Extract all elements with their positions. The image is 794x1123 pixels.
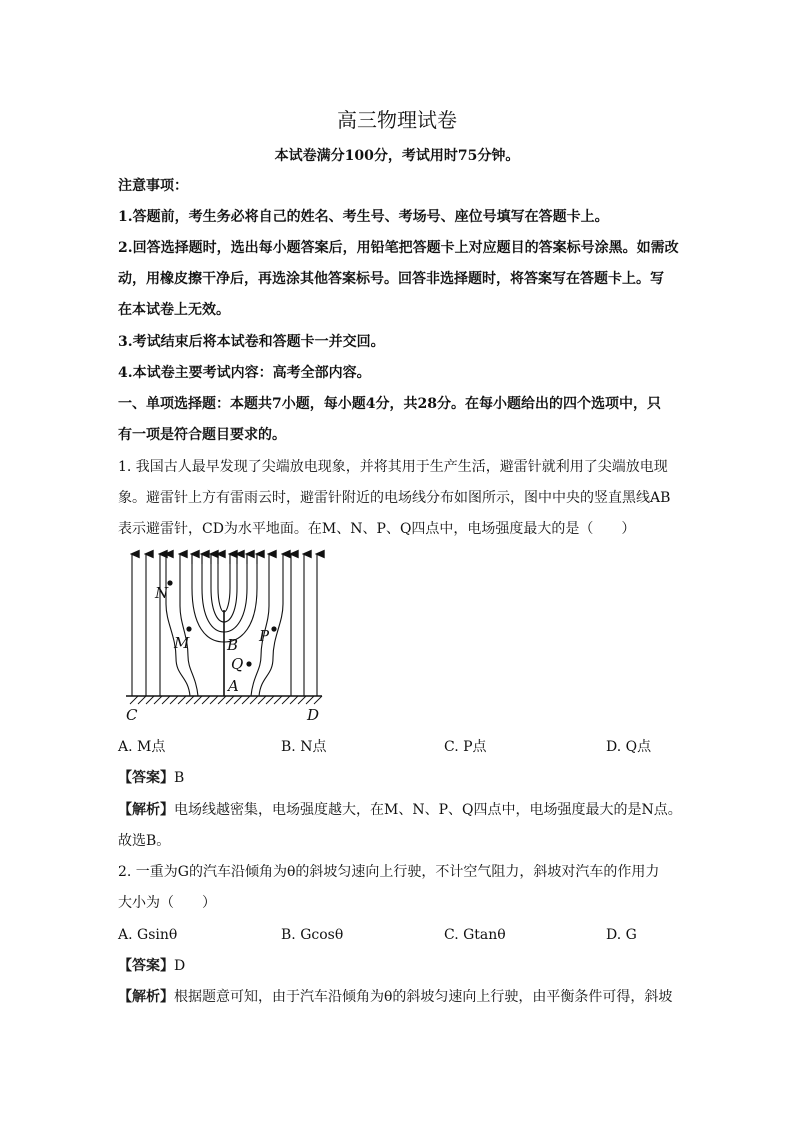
field-lines-figure (118, 548, 333, 726)
answer-line (118, 768, 184, 788)
option-a: A. Gsinθ (118, 927, 178, 943)
point-n (167, 580, 172, 585)
option-d: D. Q点 (606, 739, 652, 755)
analysis-tag: 【解析】 (118, 989, 174, 1005)
analysis-text: 电场线越密集，电场强度越大，在M、N、P、Q四点中，电场强度最大的是N点。 (174, 802, 682, 818)
option-c: C. Gtanθ (444, 927, 506, 943)
label-c: C (126, 706, 138, 724)
analysis-tag: 【解析】 (118, 802, 174, 818)
notice-item: 4.本试卷主要考试内容：高考全部内容。 (118, 365, 371, 381)
label-a: A (228, 677, 239, 695)
answer-value: D (174, 958, 186, 974)
option-b: B. Gcosθ (281, 927, 344, 943)
option-a: A. M点 (118, 739, 166, 755)
notice-item: 在本试卷上无效。 (118, 302, 230, 318)
notice-item: 2.回答选择题时，选出每小题答案后，用铅笔把答题卡上对应题目的答案标号涂黑。如需改 (118, 240, 679, 256)
point-m (186, 626, 191, 631)
analysis-text: 根据题意可知，由于汽车沿倾角为θ的斜坡匀速向上行驶，由平衡条件可得，斜坡 (174, 989, 673, 1005)
point-p (271, 626, 276, 631)
notice-item: 动，用橡皮擦干净后，再选涂其他答案标号。回答非选择题时，将答案写在答题卡上。写 (118, 271, 664, 287)
label-n: N (155, 584, 169, 602)
section-heading: 有一项是符合题目要求的。 (118, 427, 286, 443)
point-q (246, 661, 251, 666)
answer-tag: 【答案】 (118, 958, 174, 974)
question-1-text: 表示避雷针，CD为水平地面。在M、N、P、Q四点中，电场强度最大的是（ ） (118, 521, 636, 537)
analysis-text: 故选B。 (118, 833, 171, 849)
option-c: C. P点 (444, 739, 487, 755)
label-p: P (259, 627, 270, 645)
answer-value: B (174, 770, 185, 786)
label-m: M (174, 634, 190, 652)
label-q: Q (231, 655, 244, 673)
exam-subtitle: 本试卷满分100分，考试用时75分钟。 (274, 148, 520, 164)
question-2-options (118, 925, 678, 945)
answer-line (118, 956, 185, 976)
analysis-line (118, 800, 682, 820)
question-1-text: 象。避雷针上方有雷雨云时，避雷针附近的电场线分布如图所示，图中中央的竖直黑线AB (118, 490, 671, 506)
label-b: B (227, 636, 239, 654)
section-heading: 一、单项选择题：本题共7小题，每小题4分，共28分。在每小题给出的四个选项中，只 (118, 396, 661, 412)
question-1-text: 1. 我国古人最早发现了尖端放电现象，并将其用于生产生活，避雷针就利用了尖端放电现 (118, 459, 668, 475)
option-d: D. G (606, 927, 637, 943)
answer-tag: 【答案】 (118, 770, 174, 786)
question-1-options (118, 737, 678, 757)
notice-heading: 注意事项： (118, 178, 188, 194)
option-b: B. N点 (281, 739, 327, 755)
label-d: D (307, 706, 320, 724)
question-2-text: 2. 一重为G的汽车沿倾角为θ的斜坡匀速向上行驶，不计空气阻力，斜坡对汽车的作用力 (118, 864, 660, 880)
notice-item: 3.考试结束后将本试卷和答题卡一并交回。 (118, 334, 385, 350)
analysis-line (118, 987, 672, 1007)
notice-item: 1.答题前，考生务必将自己的姓名、考生号、考场号、座位号填写在答题卡上。 (118, 209, 609, 225)
page-title: 高三物理试卷 (337, 108, 457, 132)
question-2-text: 大小为（ ） (118, 895, 216, 911)
